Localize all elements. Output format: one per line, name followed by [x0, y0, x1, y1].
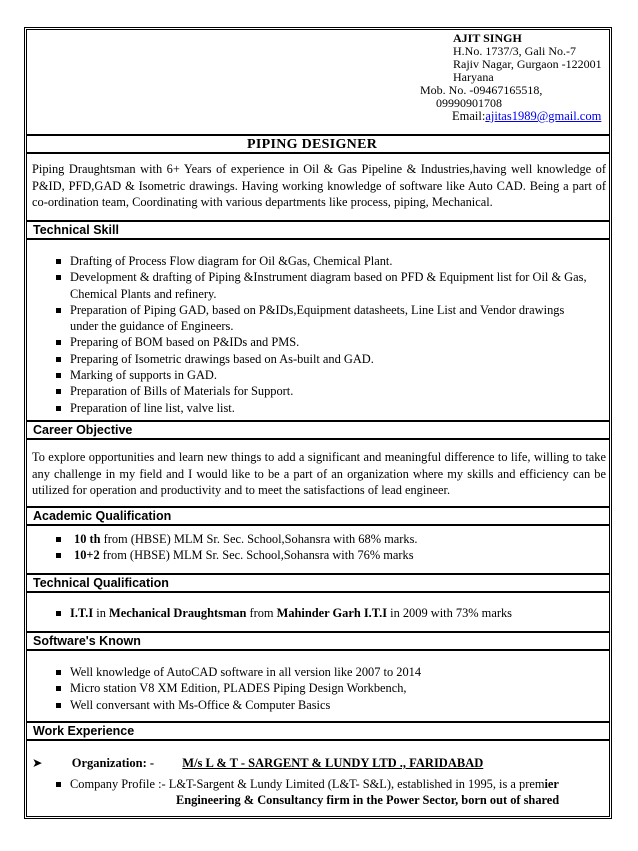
objective-paragraph: To explore opportunities and learn new things to add a significant and meaningful difference to life, willing to take any challenge in my field and I would like to be a part of an organization where my skills and efficiency can be utilized for operation and productivity and to meet the satisfactions of lead engineer.: [32, 450, 606, 497]
summary-paragraph: Piping Draughtsman with 6+ Years of experience in Oil & Gas Pipeline & Industries,having well knowledge of P&ID, PFD,GAD & Isometric drawings. Having working knowledge of software like Auto CAD. Being a part of co-ordination team, Coordinating with various departments like process, piping, Mechanical.: [32, 162, 606, 209]
address-line-3: Haryana: [453, 70, 494, 84]
list-item: Preparation of line list, valve list.: [56, 400, 608, 416]
academic-level: 10+2: [74, 548, 100, 563]
qual-text: in: [93, 606, 110, 620]
list-item-continuation: [56, 792, 608, 808]
organization-label: Organization: -: [71, 756, 155, 770]
profile-text-line2: Engineering & Consultancy firm in the Power Sector, born out of shared: [176, 793, 560, 808]
academic-detail: from (HBSE) MLM Sr. Sec. School,Sohansra with 68% marks.: [100, 532, 418, 546]
email-link[interactable]: ajitas1989@gmail.com: [485, 109, 602, 123]
contact-block: [420, 32, 620, 123]
list-item: Preparation of Piping GAD, based on P&IDs,Equipment datasheets, Line List and Vendor drawings: [56, 302, 608, 318]
skills-list: [56, 253, 608, 416]
list-item-continuation: [56, 318, 608, 334]
academic-detail: from (HBSE) MLM Sr. Sec. School,Sohansra with 76% marks: [99, 548, 414, 563]
qual-text: from: [246, 606, 277, 620]
section-academic: Academic Qualification: [27, 506, 610, 526]
email-label: Email:: [452, 109, 486, 123]
list-item: [56, 776, 608, 792]
mobile-line-2: 09990901708: [436, 96, 502, 110]
academic-level: 10 th: [74, 532, 101, 546]
list-item-continuation: [56, 286, 608, 302]
job-title: PIPING DESIGNER: [247, 137, 378, 152]
address-line-1: H.No. 1737/3, Gali No.-7: [453, 44, 576, 58]
section-technical-qualification: Technical Qualification: [27, 573, 610, 593]
qual-trade: Mechanical Draughtsman: [109, 606, 247, 620]
profile-text-bold: ier: [544, 777, 559, 791]
list-item: Preparing of Isometric drawings based on As-built and GAD.: [56, 351, 608, 367]
qual-name: I.T.I: [70, 606, 94, 620]
list-item: Well knowledge of AutoCAD software in all version like 2007 to 2014: [56, 664, 608, 680]
organization-name: M/s L & T - SARGENT & LUNDY LTD ., FARIDABAD: [182, 756, 484, 770]
list-item: Drafting of Process Flow diagram for Oil &Gas, Chemical Plant.: [56, 253, 608, 269]
section-work-experience: Work Experience: [27, 721, 610, 741]
technical-qual-list: [56, 605, 608, 621]
section-career-objective: Career Objective: [27, 420, 610, 440]
mobile-line-1: Mob. No. -09467165518,: [420, 83, 543, 97]
qual-text: in 2009 with 73% marks: [387, 606, 512, 620]
profile-label: Company Profile :-: [70, 777, 166, 791]
list-item: Well conversant with Ms-Office & Computer Basics: [56, 697, 608, 713]
continuation-text: under the guidance of Engineers.: [70, 319, 234, 334]
arrow-bullet-icon: ➤: [32, 756, 43, 770]
list-item: [56, 547, 608, 563]
section-software: Software's Known: [27, 631, 610, 651]
email-line: [420, 110, 620, 123]
section-technical-skill: Technical Skill: [27, 220, 610, 240]
list-item: Development & drafting of Piping &Instrument diagram based on PFD & Equipment list for Oil & Gas,: [56, 269, 608, 285]
continuation-text: Chemical Plants and refinery.: [70, 286, 217, 301]
academic-list: [56, 531, 608, 564]
qual-institute: Mahinder Garh I.T.I: [276, 606, 388, 620]
address-line-2: Rajiv Nagar, Gurgaon -122001: [453, 57, 602, 71]
company-profile-list: [56, 776, 608, 809]
list-item: Preparing of BOM based on P&IDs and PMS.: [56, 334, 608, 350]
software-list: [56, 664, 608, 713]
list-item: Micro station V8 XM Edition, PLADES Piping Design Workbench,: [56, 680, 608, 696]
organization-line: [32, 755, 483, 771]
list-item: [56, 531, 608, 547]
list-item: Marking of supports in GAD.: [56, 367, 608, 383]
list-item: [56, 605, 608, 621]
candidate-name: AJIT SINGH: [453, 31, 522, 45]
profile-text: L&T-Sargent & Lundy Limited (L&T- S&L), established in 1995, is a prem: [165, 777, 545, 791]
job-title-bar: [27, 134, 610, 154]
list-item: Preparation of Bills of Materials for Support.: [56, 383, 608, 399]
